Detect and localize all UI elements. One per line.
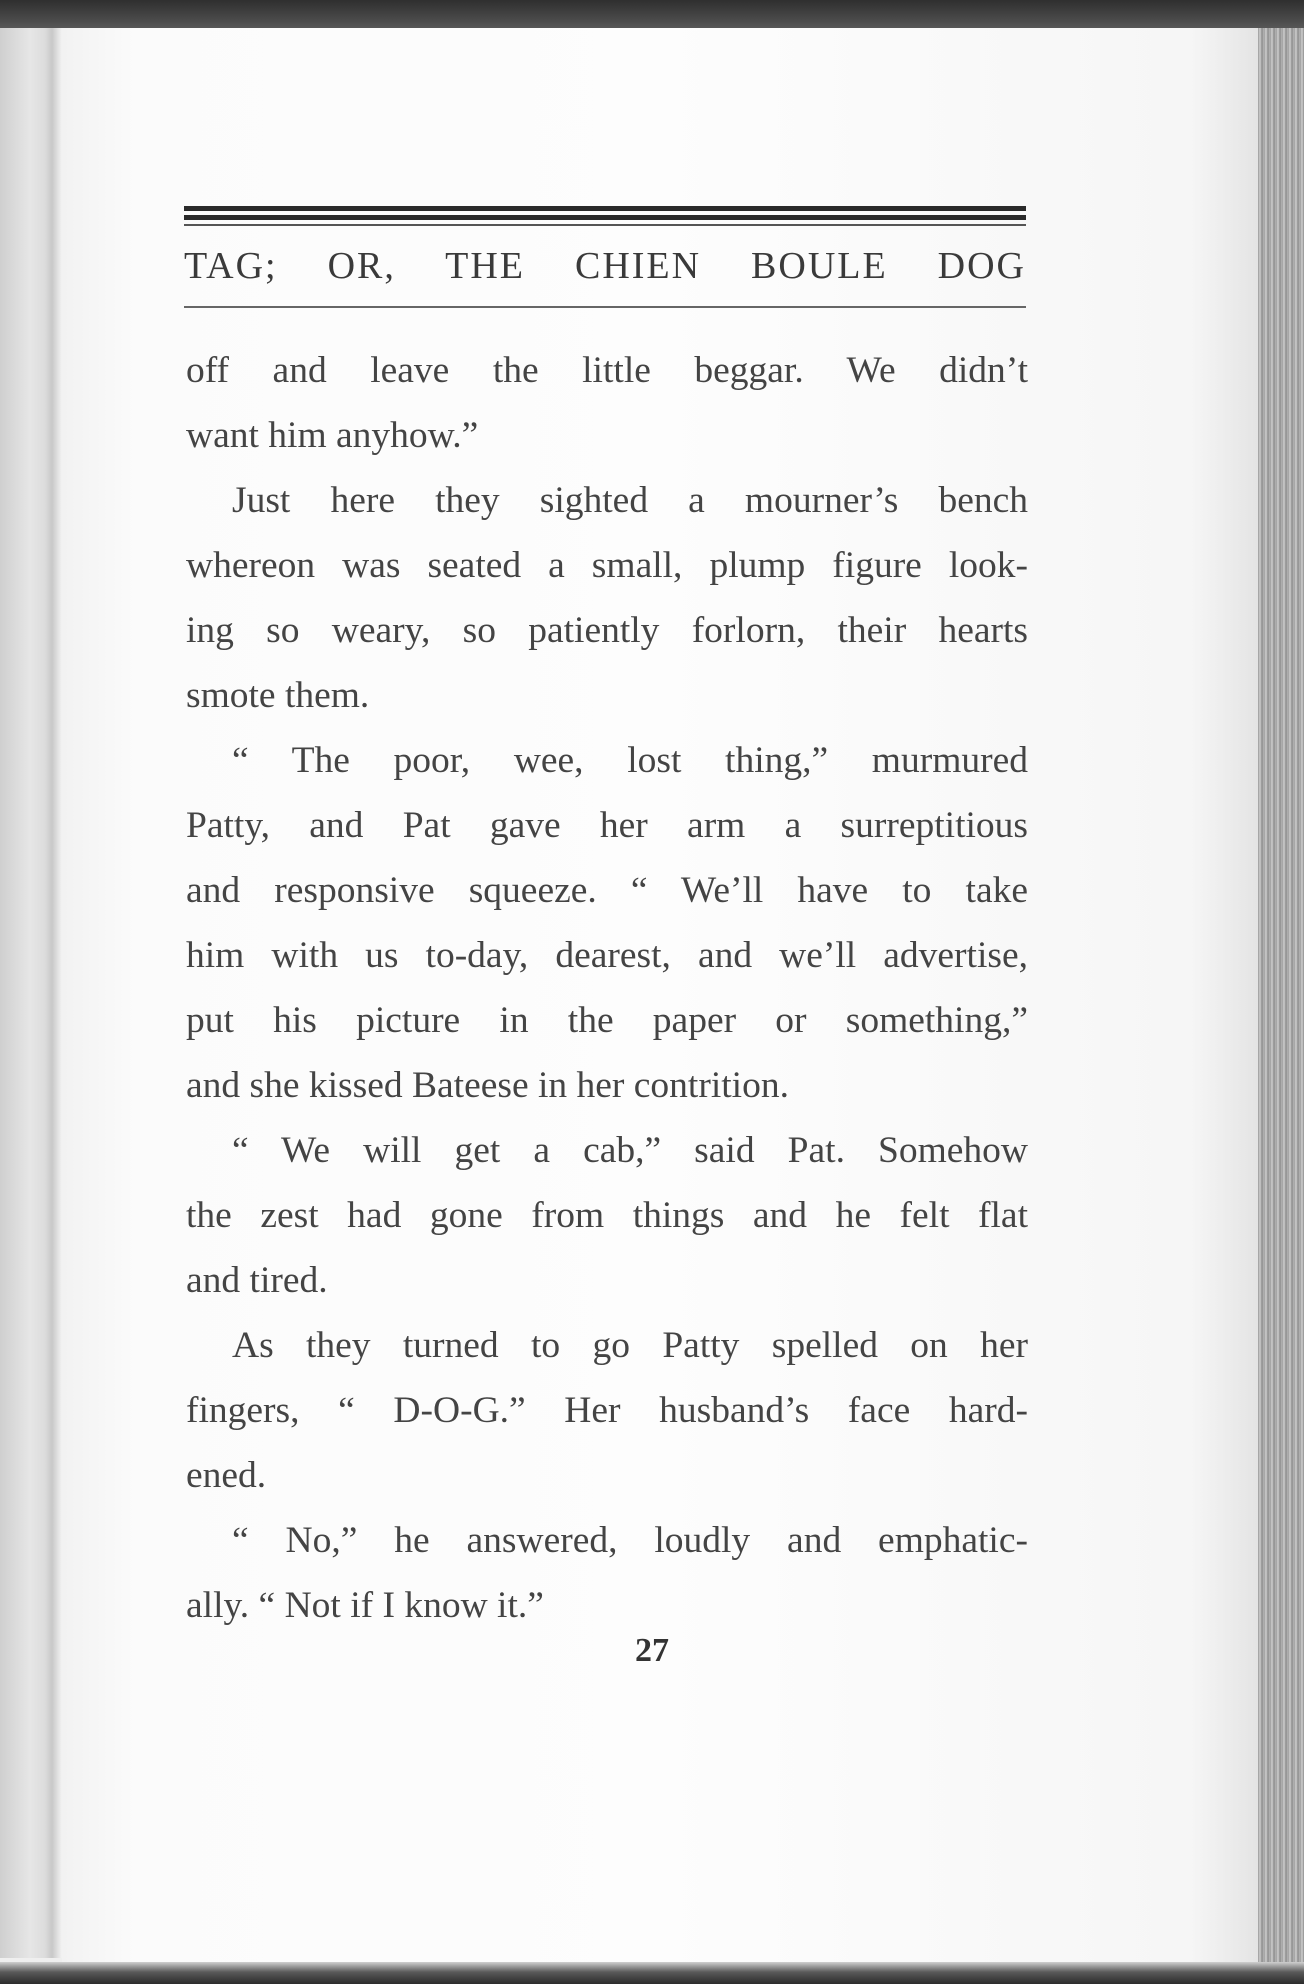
page-number: 27 [635, 1632, 669, 1669]
header-rule-bottom [184, 224, 1026, 226]
text-line: fingers, “ D-O-G.” Her husband’s face hard- [186, 1390, 1028, 1431]
text-line: and she kissed Bateese in her contrition. [186, 1065, 789, 1106]
text-line: ally. “ Not if I know it.” [186, 1585, 544, 1626]
text-line: and tired. [186, 1260, 328, 1301]
bottom-edge [0, 1962, 1304, 1984]
body-text [186, 338, 1028, 1638]
running-head: TAG; OR, THE CHIEN BOULE DOG [184, 245, 1026, 287]
text-line: want him anyhow.” [186, 415, 479, 456]
header-rule-top [184, 206, 1026, 211]
text-line: him with us to-day, dearest, and we’ll advertise, [186, 935, 1028, 976]
text-line: As they turned to go Patty spelled on her [232, 1325, 1028, 1366]
text-line: and responsive squeeze. “ We’ll have to take [186, 870, 1028, 911]
text-line: “ The poor, wee, lost thing,” murmured [232, 740, 1028, 781]
page-stack-edge [1258, 28, 1304, 1963]
text-line: Just here they sighted a mourner’s bench [232, 480, 1028, 521]
text-line: off and leave the little beggar. We didn’t [186, 350, 1028, 391]
text-line: whereon was seated a small, plump figure look- [186, 545, 1028, 586]
text-line: ing so weary, so patiently forlorn, their hearts [186, 610, 1028, 651]
header-rule-middle [184, 215, 1026, 220]
text-line: Patty, and Pat gave her arm a surreptitious [186, 805, 1028, 846]
text-line: “ We will get a cab,” said Pat. Somehow [232, 1130, 1028, 1171]
text-line: “ No,” he answered, loudly and emphatic- [232, 1520, 1028, 1561]
running-head-underline [184, 306, 1026, 308]
text-line: the zest had gone from things and he felt flat [186, 1195, 1028, 1236]
text-line: put his picture in the paper or something,” [186, 1000, 1028, 1041]
text-line: smote them. [186, 675, 370, 716]
text-line: ened. [186, 1455, 267, 1496]
